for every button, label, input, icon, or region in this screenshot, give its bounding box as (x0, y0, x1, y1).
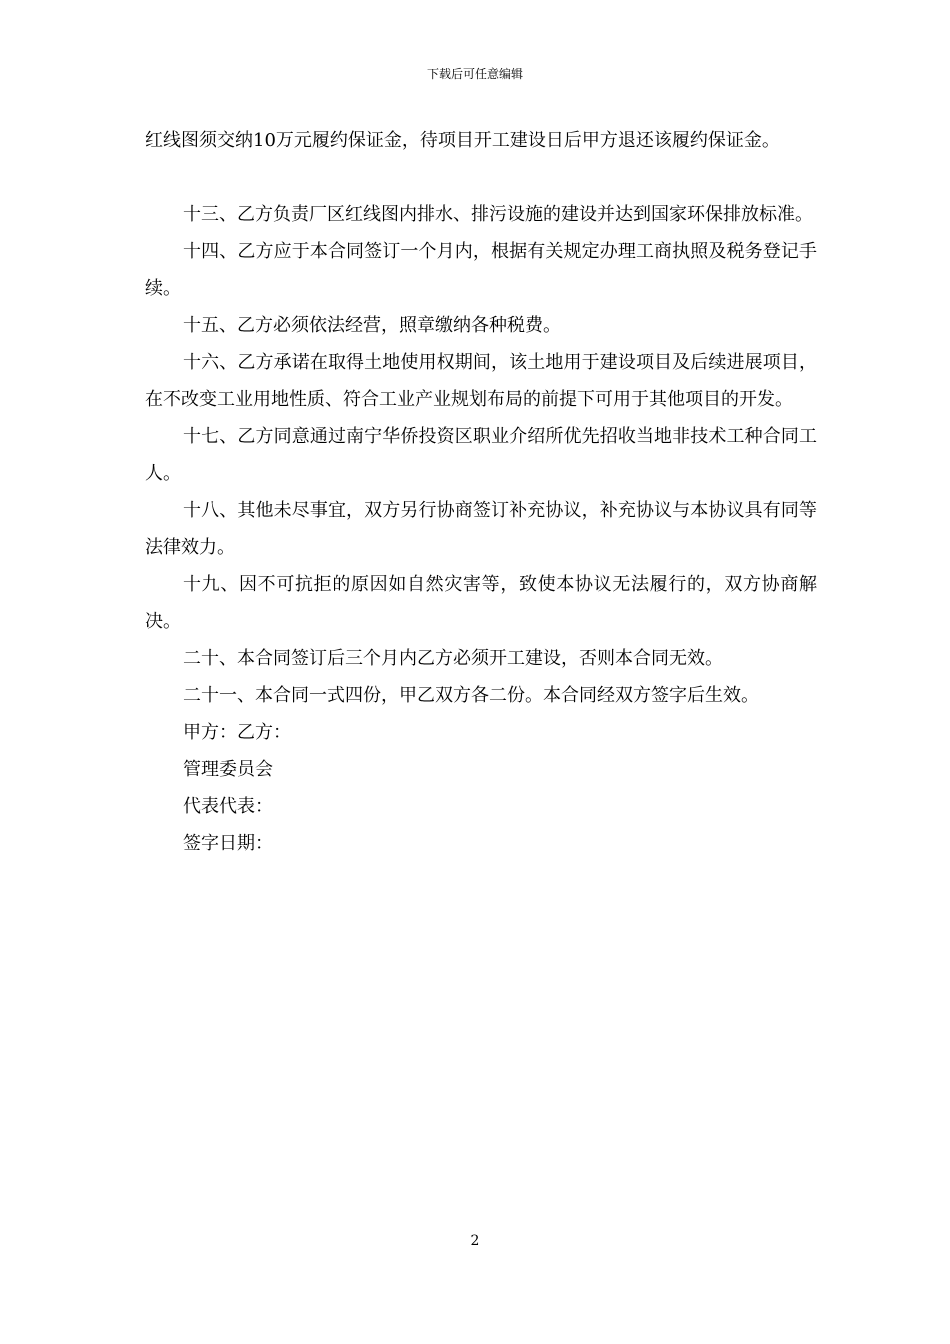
document-body (145, 122, 817, 862)
clause-13: 十三、乙方负责厂区红线图内排水、排污设施的建设并达到国家环保排放标准。 (183, 204, 813, 225)
clause-16: 十六、乙方承诺在取得土地使用权期间，该土地用于建设项目及后续进展项目，在不改变工业用地性质、符合工业产业规划布局的前提下可用于其他项目的开发。 (145, 352, 817, 410)
signature-representatives: 代表代表： (183, 796, 273, 817)
page-header: 下载后可任意编辑 (426, 67, 523, 81)
signature-parties: 甲方：乙方： (183, 722, 291, 743)
clause-15: 十五、乙方必须依法经营，照章缴纳各种税费。 (183, 315, 561, 336)
paragraph-deposit: 红线图须交纳10万元履约保证金，待项目开工建设日后甲方退还该履约保证金。 (145, 130, 780, 151)
clause-19: 十九、因不可抗拒的原因如自然灾害等，致使本协议无法履行的，双方协商解决。 (145, 574, 817, 632)
clause-20: 二十、本合同签订后三个月内乙方必须开工建设，否则本合同无效。 (183, 648, 723, 669)
clause-18: 十八、其他未尽事宜，双方另行协商签订补充协议，补充协议与本协议具有同等法律效力。 (145, 500, 817, 558)
clause-14: 十四、乙方应于本合同签订一个月内，根据有关规定办理工商执照及税务登记手续。 (145, 241, 817, 299)
signature-committee: 管理委员会 (183, 759, 273, 780)
page-number: 2 (470, 1233, 480, 1249)
clause-21: 二十一、本合同一式四份，甲乙双方各二份。本合同经双方签字后生效。 (183, 685, 759, 706)
clause-17: 十七、乙方同意通过南宁华侨投资区职业介绍所优先招收当地非技术工种合同工人。 (145, 426, 817, 484)
paragraph-gap (145, 159, 817, 196)
signature-date: 签字日期： (183, 833, 273, 854)
